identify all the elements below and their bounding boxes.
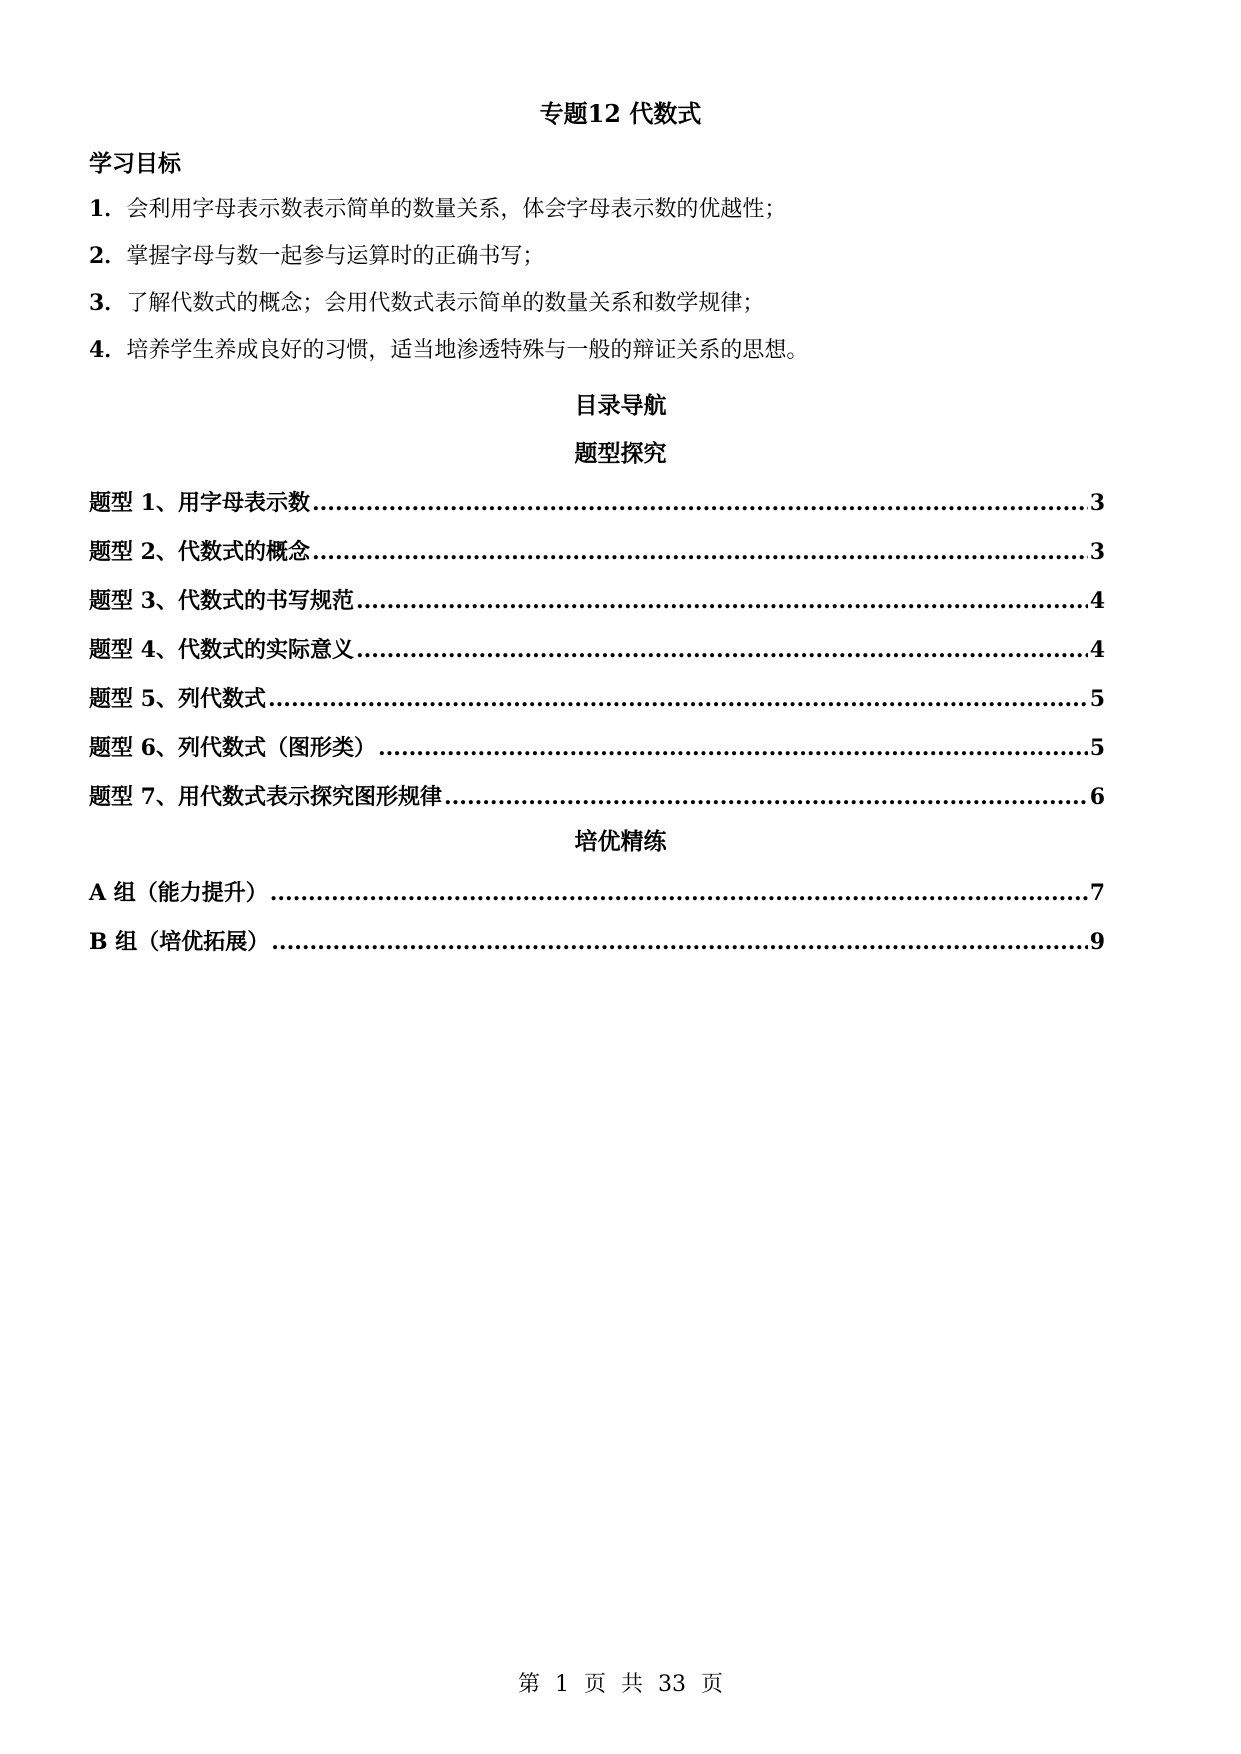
page-footer: 第 1 页 共 33 页 [518, 1672, 723, 1697]
objective-item [89, 193, 1149, 225]
objective-number: 1． [89, 196, 127, 222]
toc-entry-label: B 组（培优拓展） [89, 929, 270, 955]
objective-number: 3． [89, 290, 127, 316]
toc-entry-label: 题型 6、列代数式（图形类） [89, 735, 376, 761]
objective-text: 会利用字母表示数表示简单的数量关系，体会字母表示数的优越性； [126, 197, 787, 222]
toc-page-number: 3 [1089, 490, 1105, 516]
practice-heading: 培优精练 [574, 828, 667, 855]
objective-item [89, 240, 1149, 272]
toc-page-number: 4 [1089, 637, 1105, 663]
toc-page-number: 5 [1089, 686, 1105, 712]
toc-leader-dots [356, 585, 1088, 617]
toc-page-number: 7 [1089, 880, 1105, 906]
toc-leader-dots [312, 487, 1088, 519]
toc-leader-dots [356, 634, 1088, 666]
toc-page-number: 4 [1089, 588, 1105, 614]
toc-entry-label: 题型 1、用字母表示数 [89, 490, 310, 516]
toc-entry-label: 题型 3、代数式的书写规范 [89, 588, 354, 614]
toc-page-number: 5 [1089, 735, 1105, 761]
toc-entry-type-4[interactable] [89, 634, 1105, 666]
toc-entry-type-3[interactable] [89, 585, 1105, 617]
objective-text: 了解代数式的概念；会用代数式表示简单的数量关系和数学规律； [126, 291, 765, 316]
document-title: 专题12 代数式 [539, 99, 702, 128]
objective-text: 培养学生养成良好的习惯，适当地渗透特殊与一般的辩证关系的思想。 [126, 338, 809, 363]
explore-toc-list [89, 487, 1105, 830]
explore-heading: 题型探究 [574, 440, 667, 467]
toc-leader-dots [271, 926, 1087, 958]
toc-entry-group-b[interactable] [89, 926, 1105, 958]
objectives-list [89, 193, 1149, 381]
objective-item [89, 287, 1149, 319]
toc-page-number: 9 [1089, 929, 1105, 955]
toc-entry-type-6[interactable] [89, 732, 1105, 764]
toc-leader-dots [444, 781, 1088, 813]
objective-number: 2． [89, 243, 127, 269]
toc-leader-dots [378, 732, 1088, 764]
toc-entry-type-7[interactable] [89, 781, 1105, 813]
toc-entry-label: A 组（能力提升） [89, 880, 268, 906]
toc-page-number: 6 [1089, 784, 1105, 810]
toc-entry-group-a[interactable] [89, 877, 1105, 909]
practice-toc-list [89, 877, 1105, 975]
objectives-heading: 学习目标 [89, 150, 181, 177]
toc-entry-label: 题型 4、代数式的实际意义 [89, 637, 354, 663]
toc-entry-label: 题型 2、代数式的概念 [89, 539, 310, 565]
toc-page-number: 3 [1089, 539, 1105, 565]
objective-text: 掌握字母与数一起参与运算时的正确书写； [126, 244, 545, 269]
toc-entry-type-5[interactable] [89, 683, 1105, 715]
toc-leader-dots [312, 536, 1088, 568]
objective-number: 4． [89, 337, 127, 363]
toc-entry-type-2[interactable] [89, 536, 1105, 568]
toc-heading: 目录导航 [574, 392, 667, 419]
toc-leader-dots [270, 877, 1088, 909]
toc-entry-type-1[interactable] [89, 487, 1105, 519]
toc-entry-label: 题型 7、用代数式表示探究图形规律 [89, 784, 442, 810]
toc-leader-dots [268, 683, 1088, 715]
objective-item [89, 334, 1149, 366]
toc-entry-label: 题型 5、列代数式 [89, 686, 266, 712]
